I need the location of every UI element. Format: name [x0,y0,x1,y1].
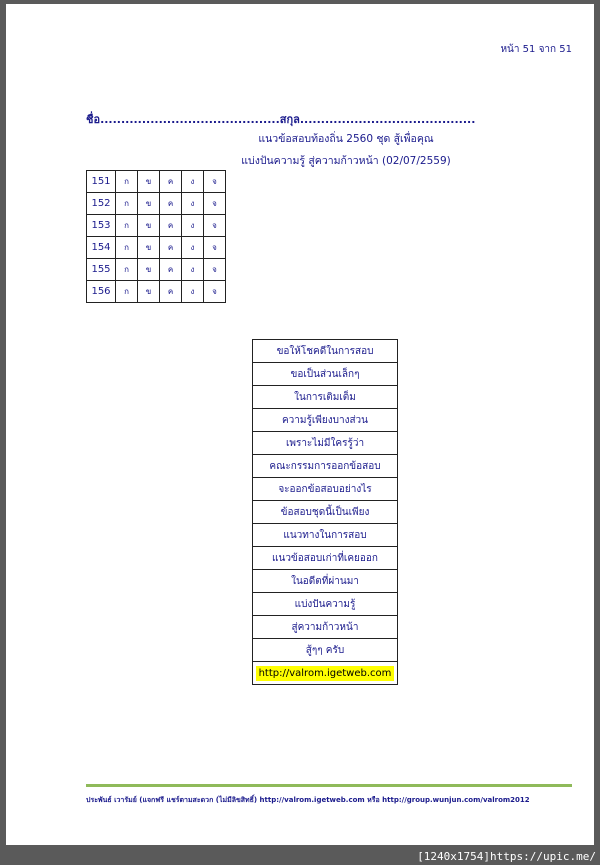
answer-row [87,281,226,303]
answer-choice: ค [160,237,182,259]
message-line: แบ่งปันความรู้ [253,593,398,616]
answer-choice: จ [204,259,226,281]
question-number: 152 [87,193,116,215]
message-line: เพราะไม่มีใครรู้ว่า [253,432,398,455]
answer-choice: ข [138,193,160,215]
answer-choice: ก [116,193,138,215]
message-box [252,339,398,685]
answer-choice: ค [160,215,182,237]
answer-choice: ก [116,237,138,259]
answer-choice: ก [116,281,138,303]
answer-choice: จ [204,281,226,303]
answer-choice: จ [204,193,226,215]
answer-choice: จ [204,237,226,259]
footer-credit: ประพันธ์ เวารัมย์ (แจกฟรี แชร์ตามสะดวก (ไม่มีลิขสิทธิ์) http://valrom.igetweb.com หรือ http://group.wunjun.com/valrom2012 [86,796,530,804]
answer-choice: ค [160,171,182,193]
answer-choice: ง [182,171,204,193]
answer-choice: ค [160,259,182,281]
answer-choice: ก [116,171,138,193]
message-line: ในการเติมเต็ม [253,386,398,409]
question-number: 153 [87,215,116,237]
answer-choice: ง [182,237,204,259]
message-line: แนวข้อสอบเก่าที่เคยออก [253,547,398,570]
footer-divider [86,784,572,787]
message-line: แนวทางในการสอบ [253,524,398,547]
website-link-cell [253,662,398,685]
answer-choice: ค [160,281,182,303]
exam-subtitle: แบ่งปันความรู้ สู่ความก้าวหน้า (02/07/2559) [241,155,451,167]
page-number: หน้า 51 จาก 51 [500,44,572,55]
question-number: 155 [87,259,116,281]
message-line: สู้ๆๆ ครับ [253,639,398,662]
exam-title: แนวข้อสอบท้องถิ่น 2560 ชุด สู้เพื่อคุณ [258,133,434,145]
message-line: ขอเป็นส่วนเล็กๆ [253,363,398,386]
answer-choice: ข [138,281,160,303]
answer-row [87,237,226,259]
answer-choice: ข [138,171,160,193]
message-line: คณะกรรมการออกข้อสอบ [253,455,398,478]
question-number: 154 [87,237,116,259]
answer-choice: ข [138,215,160,237]
website-link[interactable]: http://valrom.igetweb.com [256,666,395,681]
answer-choice: ก [116,215,138,237]
answer-choice: ข [138,259,160,281]
answer-row [87,259,226,281]
answer-grid [86,170,226,303]
answer-choice: จ [204,215,226,237]
message-line: ในอดีตที่ผ่านมา [253,570,398,593]
answer-choice: ก [116,259,138,281]
question-number: 151 [87,171,116,193]
answer-row [87,171,226,193]
answer-choice: ง [182,193,204,215]
message-line: ความรู้เพียงบางส่วน [253,409,398,432]
message-line: ขอให้โชคดีในการสอบ [253,340,398,363]
answer-choice: ข [138,237,160,259]
document-page [6,4,594,845]
answer-choice: ง [182,259,204,281]
answer-choice: จ [204,171,226,193]
answer-choice: ง [182,215,204,237]
answer-row [87,215,226,237]
question-number: 156 [87,281,116,303]
name-surname-line: ชื่อ...........................................สกุล.......................................... [86,113,476,126]
message-line: ข้อสอบชุดนี้เป็นเพียง [253,501,398,524]
message-line: จะออกข้อสอบอย่างไร [253,478,398,501]
image-watermark: [1240x1754]https://upic.me/ [417,850,596,863]
answer-row [87,193,226,215]
message-line: สู่ความก้าวหน้า [253,616,398,639]
answer-choice: ง [182,281,204,303]
answer-choice: ค [160,193,182,215]
